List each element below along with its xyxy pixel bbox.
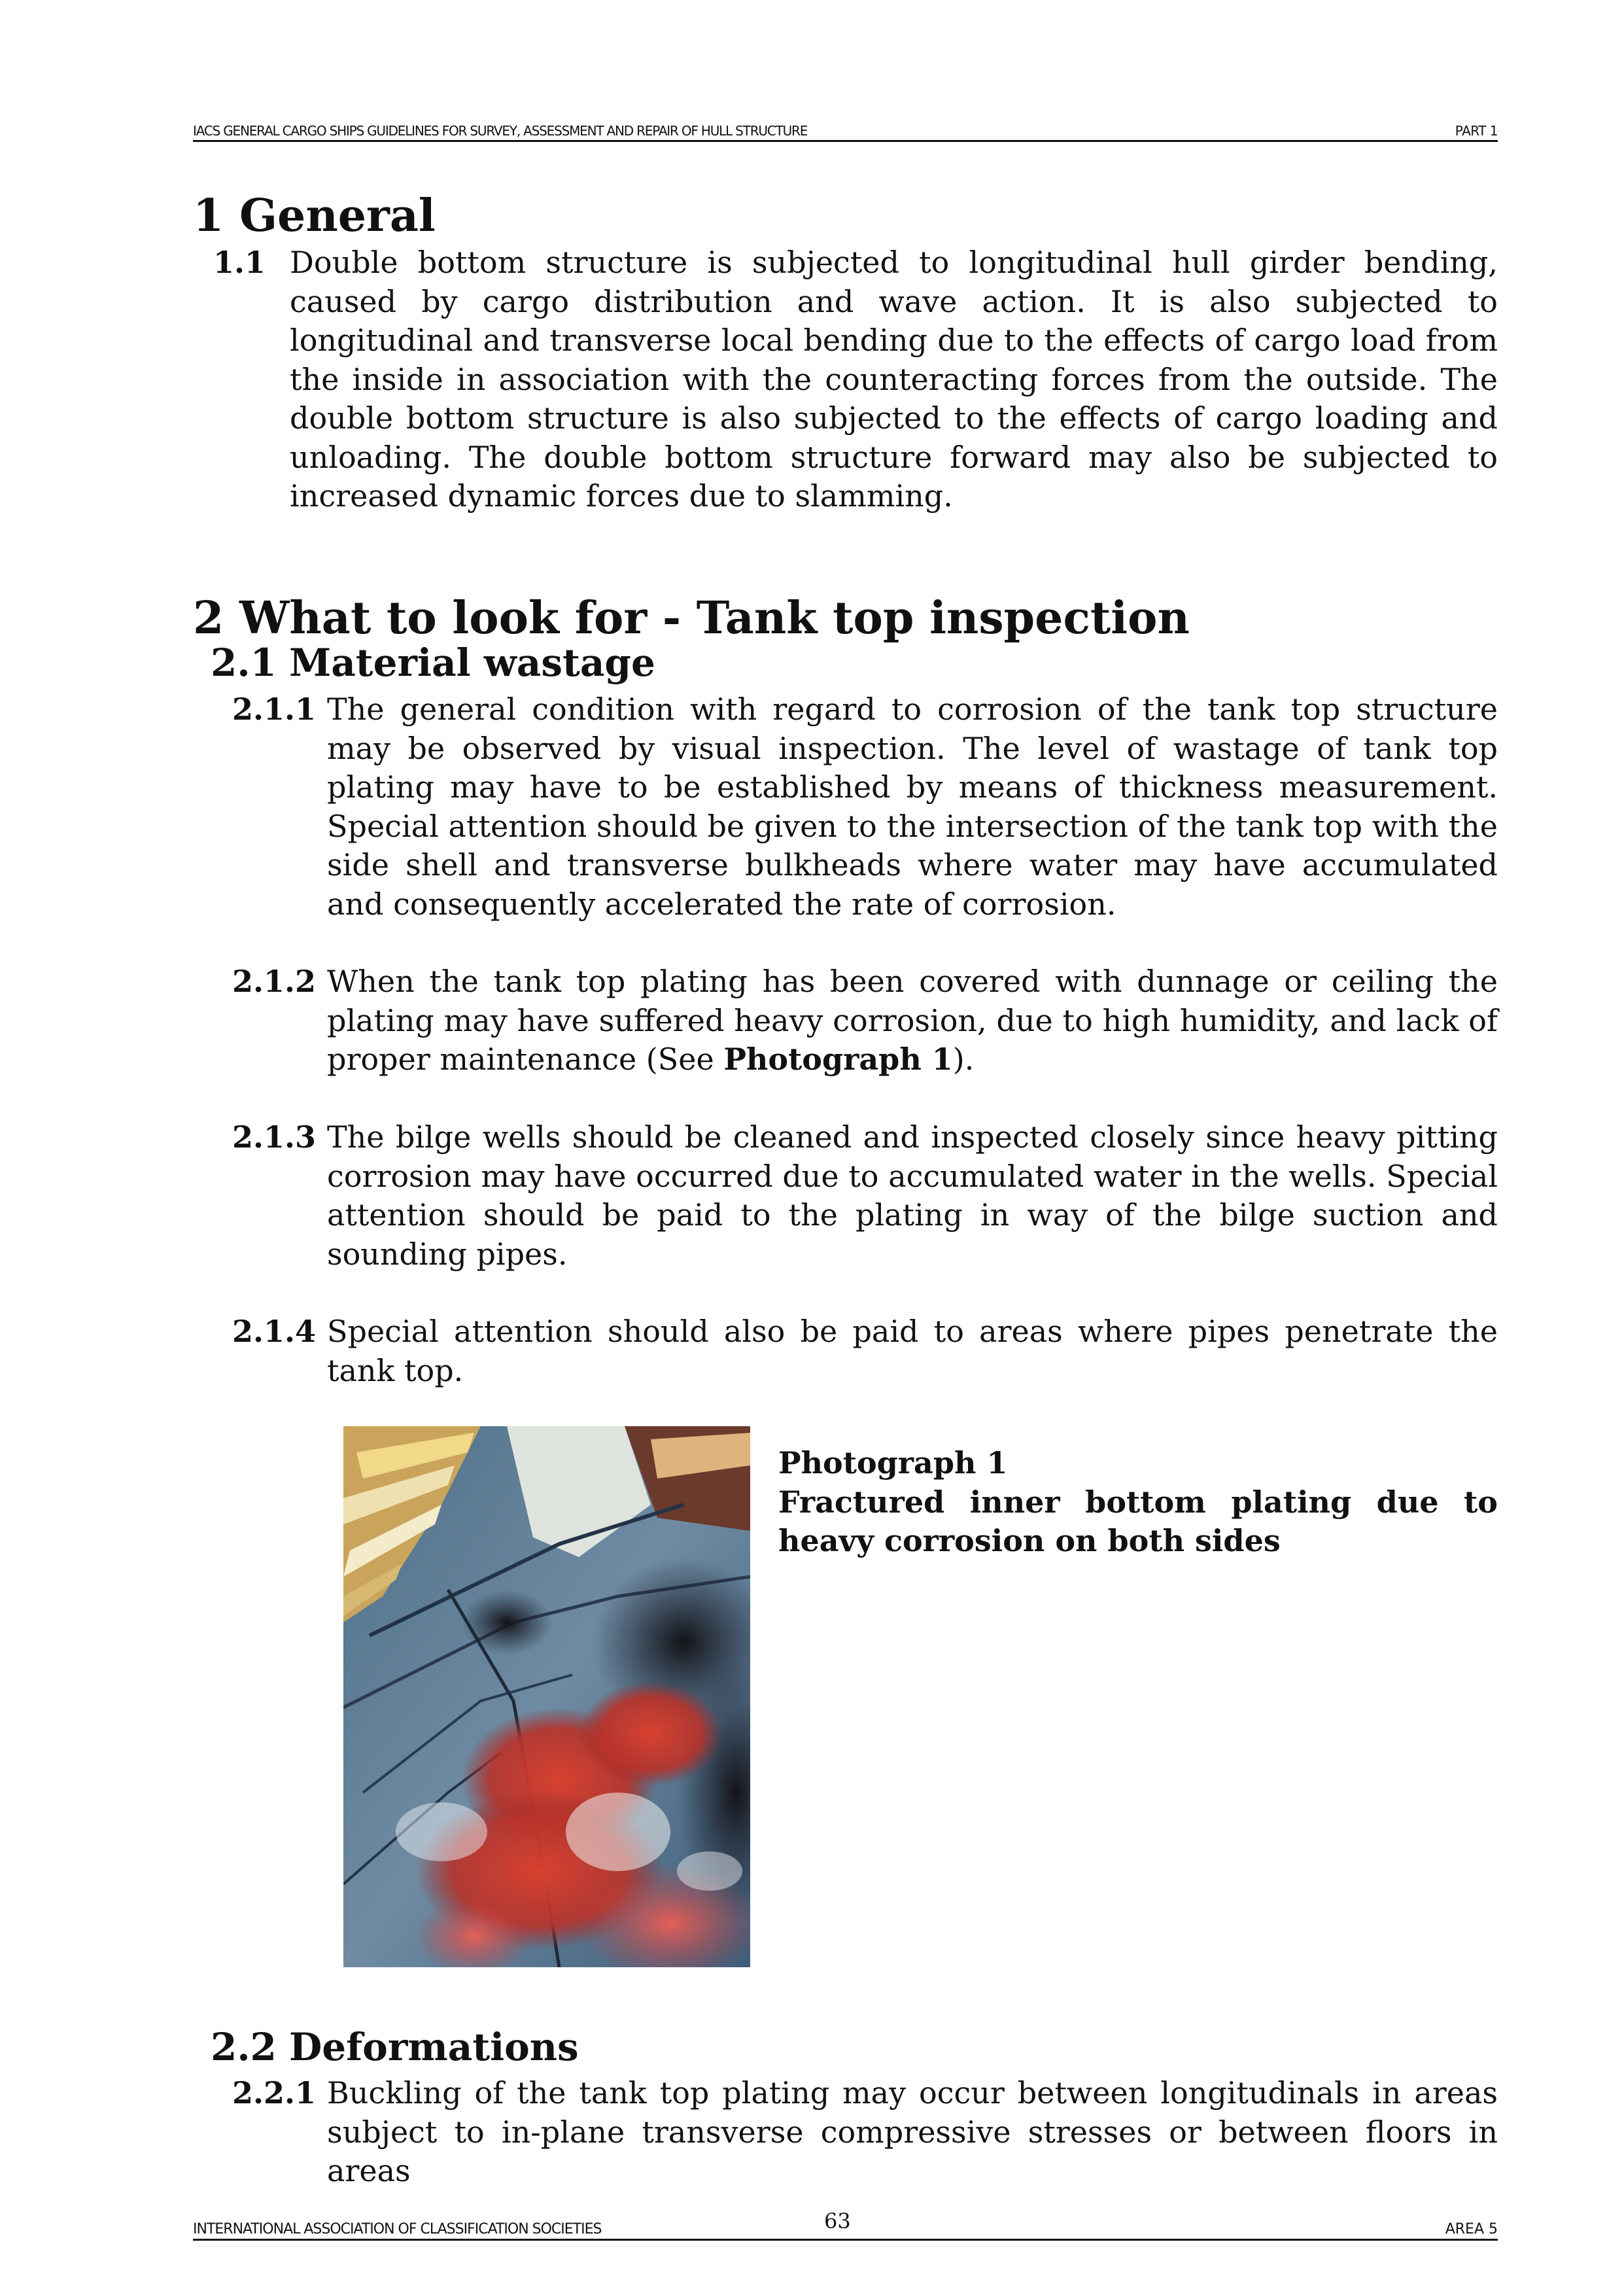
photo-title: Photograph 1	[778, 1445, 1008, 1480]
paragraph-text: Buckling of the tank top plating may occur between longitudinals in areas subject to in-plane transverse compressive stresses or between floors in areas	[327, 2075, 1498, 2188]
paragraph-text: The bilge wells should be cleaned and inspected closely since heavy pitting corrosion may have occurred due to accumulated water in the wells. Special attention should be paid to the plating in way of the bilge suction and sounding pipes.	[327, 1119, 1498, 1272]
section-1-heading: 1 General	[193, 190, 436, 242]
subsection-2-1-heading	[211, 641, 655, 684]
paragraph-text: When the tank top plating has been covered with dunnage or ceiling the plating may have suffered heavy corrosion, due to high humidity, and lack of proper maintenance (See Photograph 1).	[327, 964, 1498, 1077]
paragraph-2-1-1	[232, 690, 1498, 924]
header-title: IACS GENERAL CARGO SHIPS GUIDELINES FOR SURVEY, ASSESSMENT AND REPAIR OF HULL STRUCTURE	[193, 123, 808, 139]
running-header	[193, 119, 1498, 142]
paragraph-number: 2.1.1	[232, 692, 317, 727]
subsection-2-2-heading	[211, 2025, 579, 2069]
paragraph-number: 2.1.4	[232, 1314, 317, 1349]
paragraph-number: 1.1	[213, 245, 266, 280]
paragraph-number: 2.1.3	[232, 1119, 317, 1155]
paragraph-text: The general condition with regard to corrosion of the tank top structure may be observed by visual inspection. The level of wastage of tank top plating may have to be established by means of thickness measurement. Special attention should be given to the intersection of the tank top with the side shell and transverse bulkheads where water may have accumulated and consequently accelerated the rate of corrosion.	[327, 692, 1498, 922]
photograph-1-image	[343, 1426, 750, 1967]
paragraph-number: 2.1.2	[232, 964, 317, 999]
photo-caption-text: Fractured inner bottom plating due to heavy corrosion on both sides	[778, 1484, 1498, 1558]
paragraph-text: Double bottom structure is subjected to longitudinal hull girder bending, caused by cargo distribution and wave action. It is also subjected to longitudinal and transverse local bending due to the effects of cargo load from the inside in association with the counteracting forces from the outside. The double bottom structure is also subjected to the effects of cargo loading and unloading. The double bottom structure forward may also be subjected to increased dynamic forces due to slamming.	[290, 245, 1498, 514]
footer-organization: INTERNATIONAL ASSOCIATION OF CLASSIFICATION SOCIETIES	[193, 2221, 602, 2237]
footer-area: AREA 5	[1445, 2221, 1498, 2237]
photo-reference: Photograph 1	[723, 1042, 953, 1077]
paragraph-text: Special attention should also be paid to areas where pipes penetrate the tank top.	[327, 1314, 1498, 1388]
subsection-number: 2.2	[211, 2025, 277, 2069]
subsection-title: Deformations	[289, 2025, 579, 2069]
paragraph-2-1-2	[232, 962, 1498, 1079]
subsection-number: 2.1	[211, 640, 277, 685]
section-2-heading: 2 What to look for - Tank top inspection	[193, 592, 1190, 644]
paragraph-2-2-1	[232, 2074, 1498, 2191]
running-footer	[193, 2209, 1498, 2241]
page-number: 63	[824, 2209, 851, 2234]
photograph-1-caption	[778, 1444, 1498, 1561]
paragraph-1-1	[213, 243, 1498, 516]
paragraph-number: 2.2.1	[232, 2075, 317, 2111]
paragraph-2-1-3	[232, 1118, 1498, 1274]
header-part: PART 1	[1455, 123, 1498, 139]
subsection-title: Material wastage	[289, 640, 655, 685]
paragraph-2-1-4	[232, 1312, 1498, 1390]
